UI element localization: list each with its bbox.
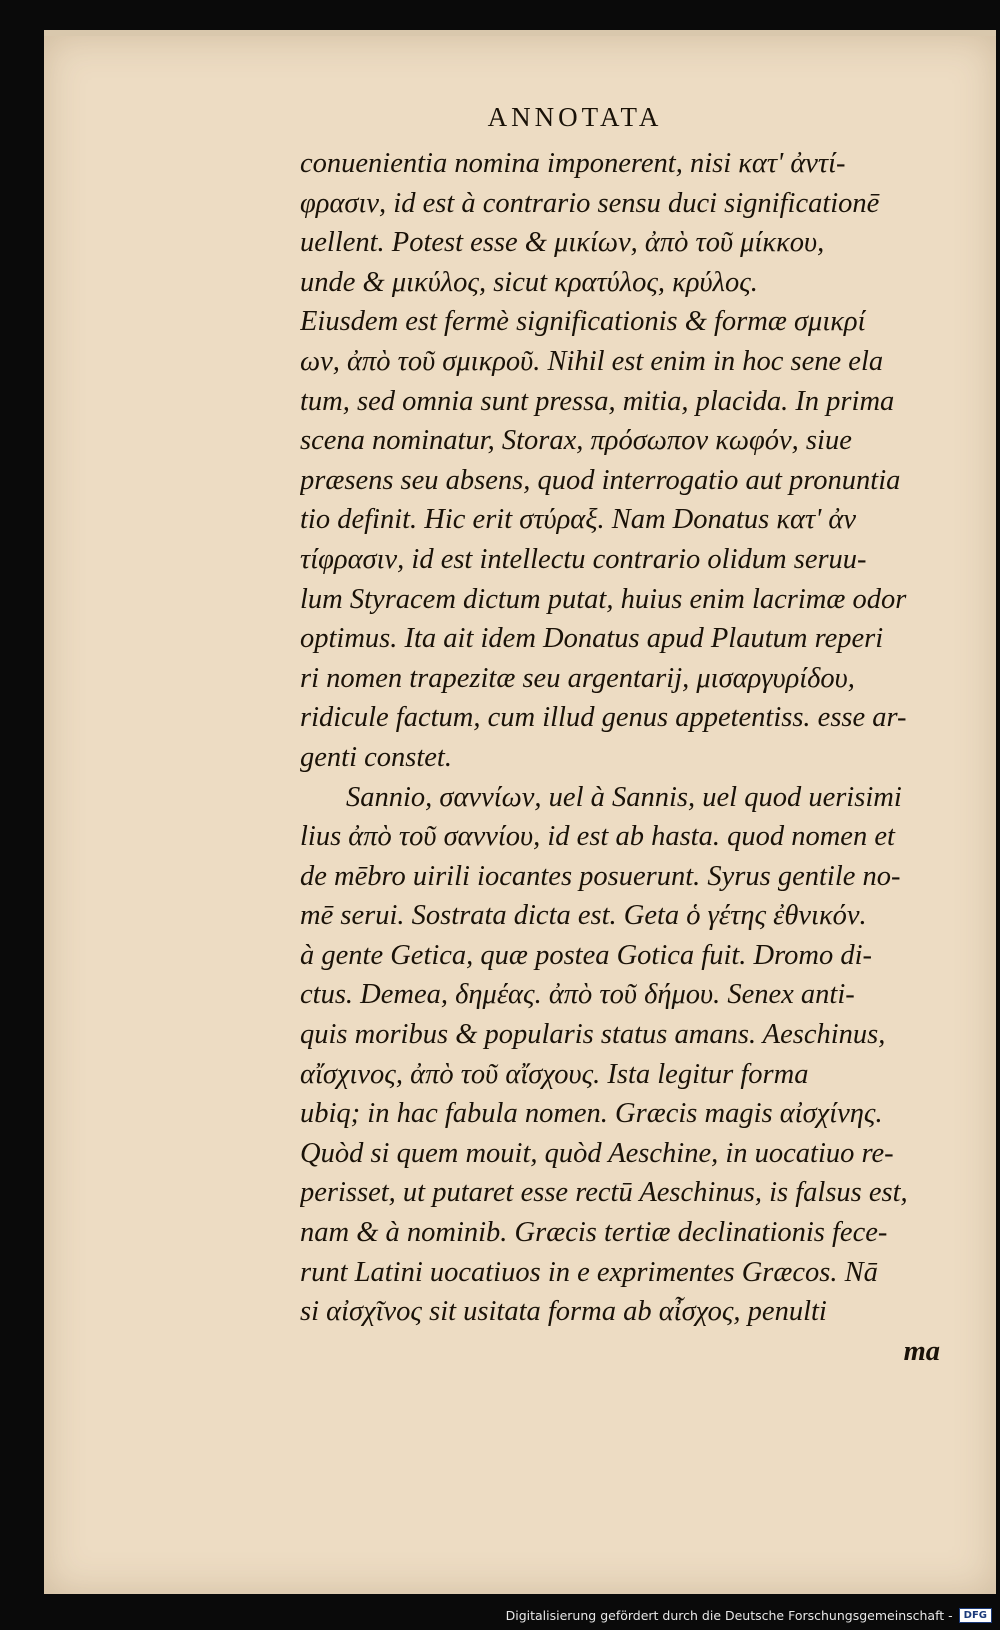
text-line: unde & μικύλος, sicut κρατύλος, κρύλος.	[300, 266, 758, 298]
text-line: genti constet.	[300, 741, 452, 773]
text-line: optimus. Ita ait idem Donatus apud Plautum reperi	[300, 623, 884, 655]
text-line: conuenientia nomina imponerent, nisi κατ' ἀντί-	[300, 148, 846, 179]
text-line: si αἰσχῖνος sit usitata forma ab αἶσχος, penulti	[300, 1296, 827, 1328]
text-line: ridicule factum, cum illud genus appetentiss. esse ar-	[300, 702, 907, 734]
text-line: ubiq; in hac fabula nomen. Græcis magis αἰσχίνης.	[300, 1098, 883, 1130]
footer	[506, 1604, 992, 1626]
text-line: ων, ἀπὸ τοῦ σμικροῦ. Nihil est enim in hoc sene ela	[300, 345, 884, 377]
text-line: ri nomen trapezitæ seu argentarij, μισαργυρίδου,	[300, 662, 855, 694]
text-line: lum Styracem dictum putat, huius enim lacrimæ odor	[300, 583, 907, 615]
text-line: mē serui. Sostrata dicta est. Geta ὁ γέτης ἐθνικόν.	[300, 900, 867, 932]
text-line: ma	[903, 1335, 940, 1367]
dfg-logo-icon: DFG	[959, 1608, 992, 1623]
text-line: nam & à nominib. Græcis tertiæ declinationis fece-	[300, 1217, 888, 1249]
text-line: uellent. Potest esse & μικίων, ἀπὸ τοῦ μίκκου,	[300, 227, 825, 259]
text-line: tum, sed omnia sunt pressa, mitia, placida. In prima	[300, 385, 895, 417]
text-line: tio definit. Hic erit στύραξ. Nam Donatus κατ' ἀν	[300, 504, 857, 536]
running-head: ANNOTATA	[487, 102, 663, 132]
text-line: quis moribus & popularis status amans. Aeschinus,	[300, 1019, 886, 1051]
text-line: Sannio, σαννίων, uel à Sannis, uel quod uerisimi	[346, 781, 902, 813]
text-line: præsens seu absens, quod interrogatio aut pronuntia	[300, 464, 901, 496]
text-line: lius ἀπὸ τοῦ σαννίου, id est ab hasta. quod nomen et	[300, 821, 895, 853]
text-line: runt Latini uocatiuos in e exprimentes Græcos. Nā	[300, 1256, 878, 1288]
text-line: de mēbro uirili iocantes posuerunt. Syrus gentile no-	[300, 860, 901, 892]
text-line: Eiusdem est fermè significationis & formæ σμικρί	[300, 306, 866, 338]
footer-credit: Digitalisierung gefördert durch die Deutsche Forschungsgemeinschaft -	[505, 1607, 953, 1623]
body-text	[300, 144, 940, 1371]
text-line: αἴσχινος, ἀπὸ τοῦ αἴσχους. Ista legitur forma	[300, 1058, 809, 1090]
text-line: perisset, ut putaret esse rectū Aeschinus, is falsus est,	[300, 1177, 908, 1209]
text-line: Quòd si quem mouit, quòd Aeschine, in uocatiuo re-	[300, 1137, 894, 1169]
text-line: τίφρασιν, id est intellectu contrario olidum seruu-	[300, 543, 867, 575]
text-line: ctus. Demea, δημέας. ἀπὸ τοῦ δήμου. Senex anti-	[300, 979, 855, 1011]
text-line: φρασιν, id est à contrario sensu duci significationē	[300, 187, 880, 219]
text-line: à gente Getica, quæ postea Gotica fuit. Dromo di-	[300, 939, 873, 971]
text-line: scena nominatur, Storax, πρόσωπον κωφόν, siue	[300, 425, 852, 457]
